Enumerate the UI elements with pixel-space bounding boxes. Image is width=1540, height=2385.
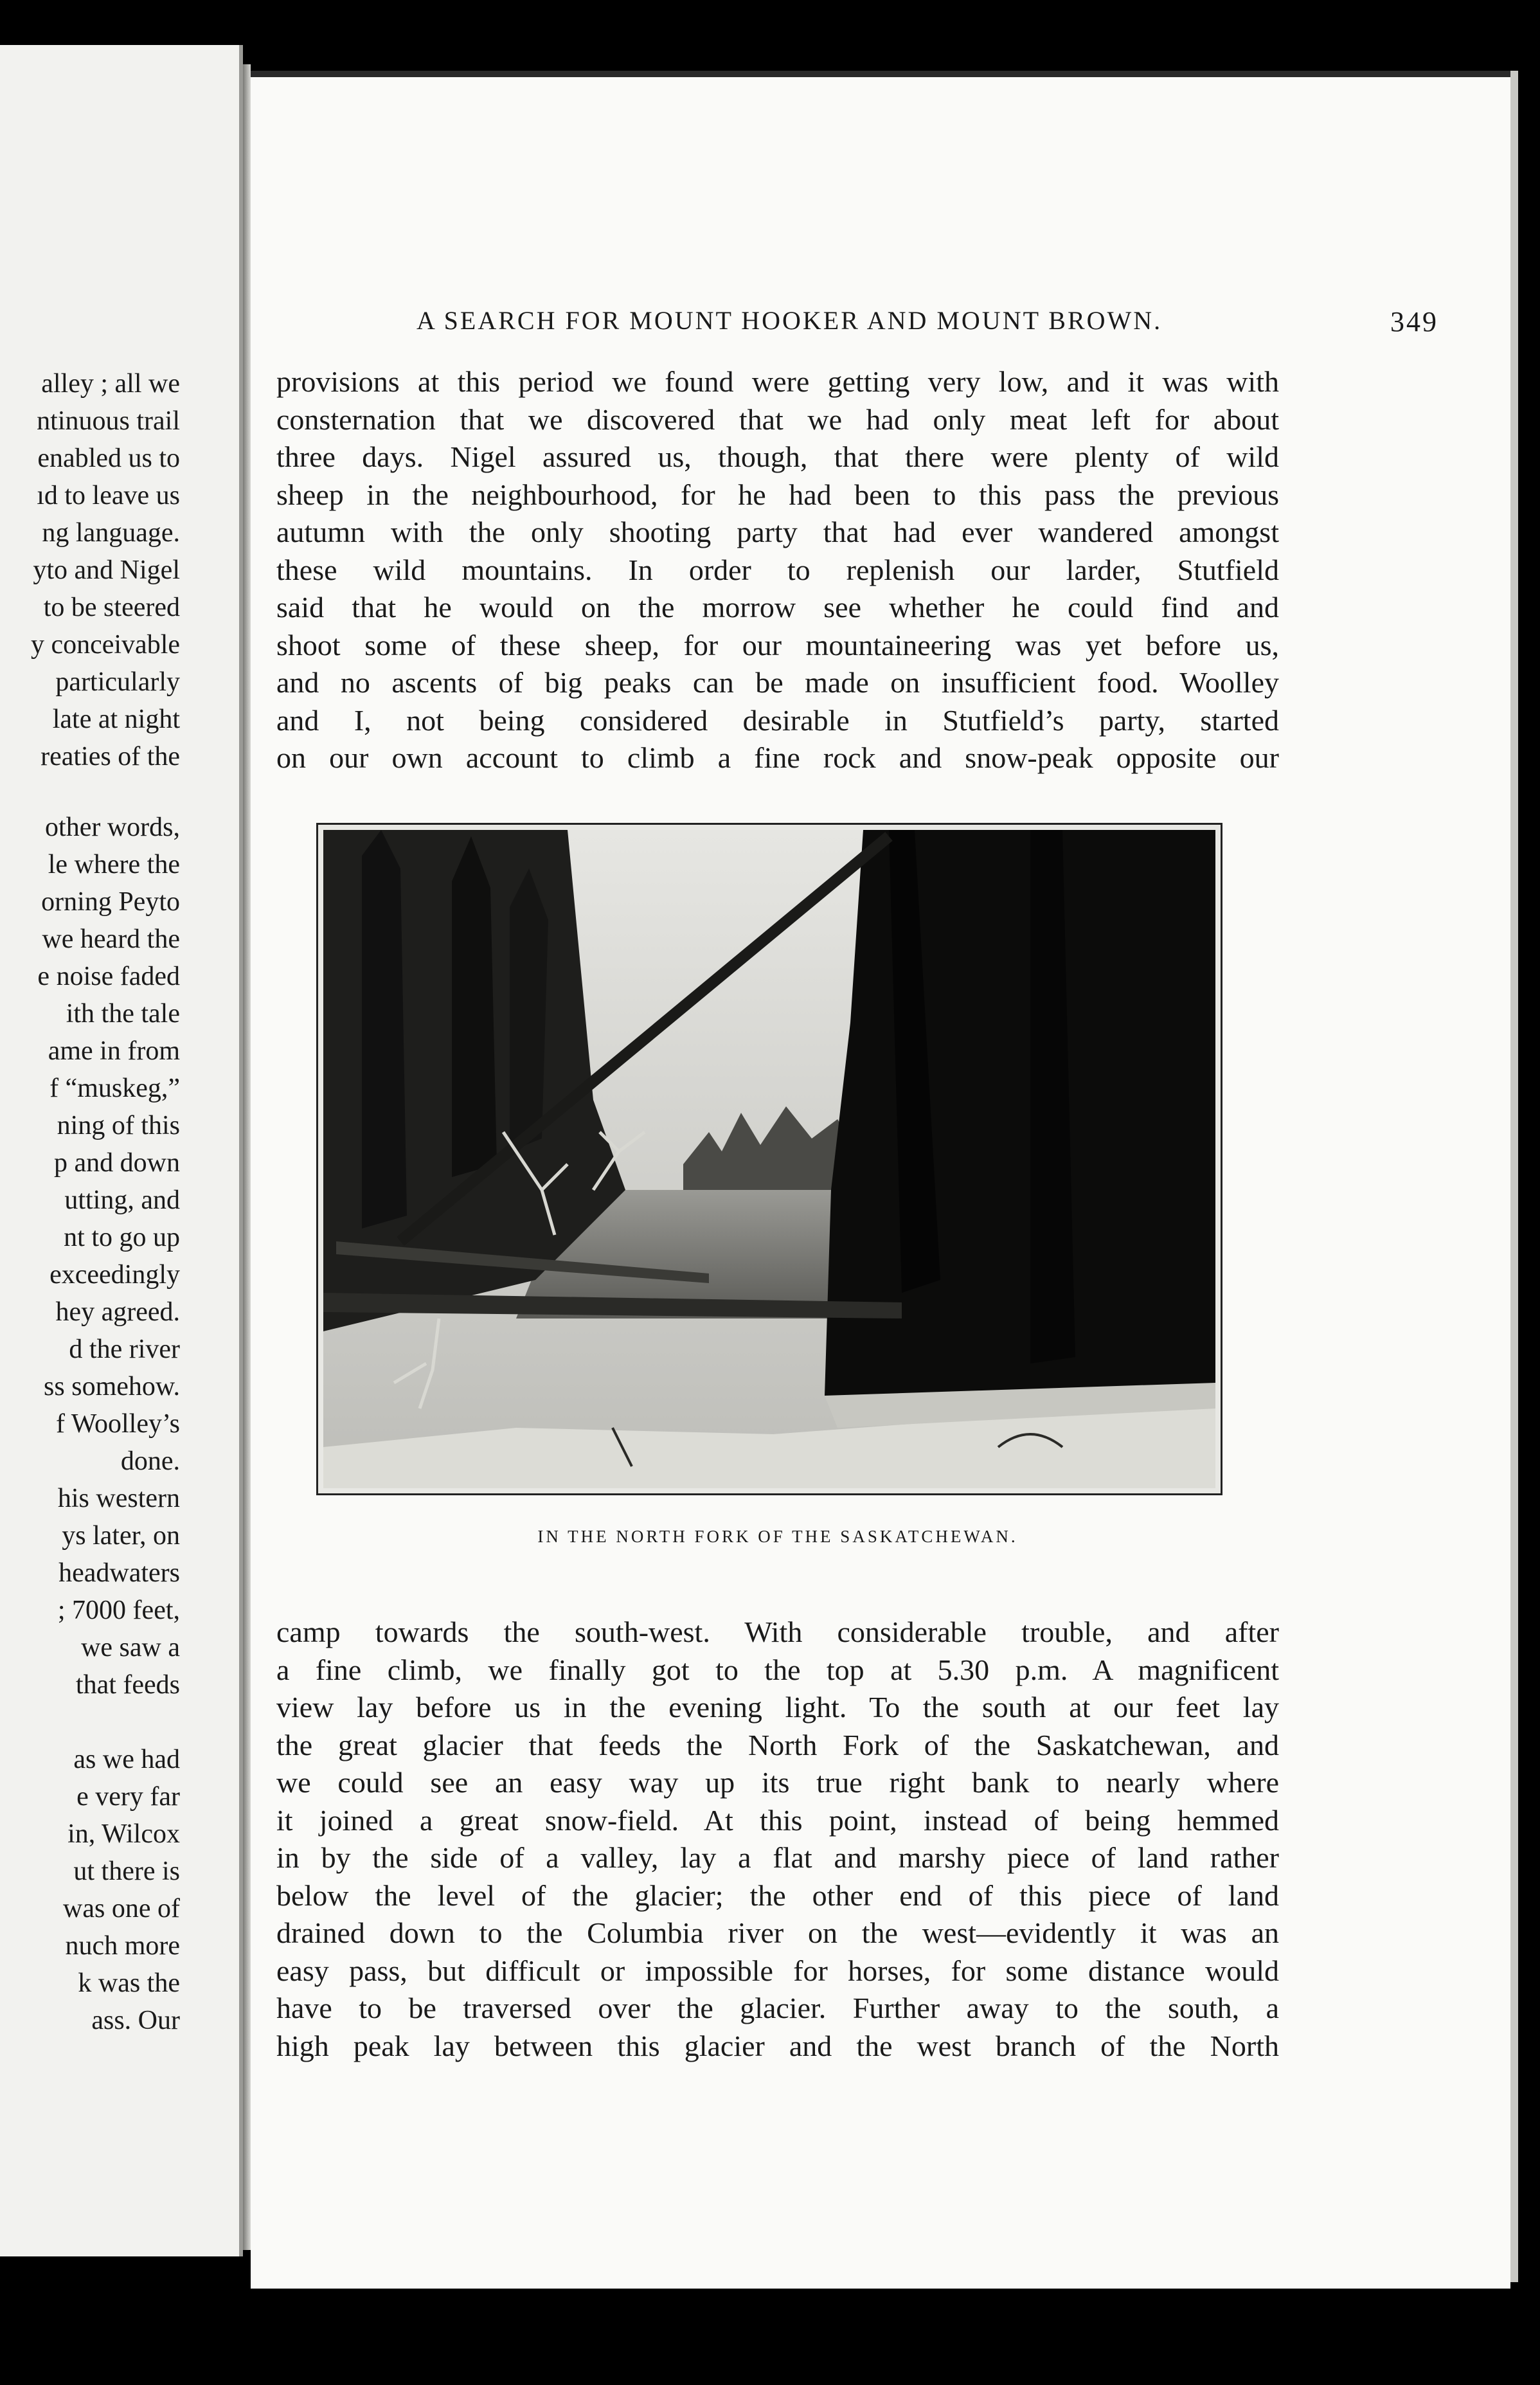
paragraph-bottom [276,1614,1279,2065]
left-line: particularly [55,667,180,697]
text-line: it joined a great snow-field. At this point, instead of being hemmed [276,1803,1279,1837]
text-line: in by the side of a valley, lay a flat and marshy piece of land rather [276,1841,1279,1874]
left-line: ame in from [48,1036,180,1066]
text-line: sheep in the neighbourhood, for he had been to this pass the previous [276,478,1279,511]
left-line: ntinuous trail [37,406,180,436]
forest-river-photo [323,830,1215,1488]
left-line: we saw a [81,1633,180,1662]
text-line: drained down to the Columbia river on the west—evidently it was an [276,1916,1279,1949]
text-line: shoot some of these sheep, for our mountaineering was yet before us, [276,628,1279,662]
text-line: and no ascents of big peaks can be made on insufficient food. Woolley [276,666,1279,699]
text-line: these wild mountains. In order to replenish our larder, Stutfield [276,553,1279,586]
text-line: the great glacier that feeds the North Fork of the Saskatchewan, and [276,1728,1279,1761]
left-line: that feeds [75,1670,180,1700]
left-line: ıd to leave us [37,481,180,510]
text-line: said that he would on the morrow see whether he could find and [276,591,1279,624]
running-title: A SEARCH FOR MOUNT HOOKER AND MOUNT BROWN. [416,306,1163,335]
text-line: on our own account to climb a fine rock and snow-peak opposite our [276,741,1279,774]
left-line: other words, [45,813,180,842]
text-line: a fine climb, we finally got to the top at 5.30 p.m. A magnificent [276,1653,1279,1686]
left-line: d the river [69,1335,180,1364]
left-line: ; 7000 feet, [57,1596,180,1625]
left-line: nuch more [65,1931,180,1961]
left-line: le where the [48,850,180,879]
text-line: camp towards the south-west. With considerable trouble, and after [276,1616,1279,1648]
left-line: exceedingly [49,1260,180,1290]
left-line: headwaters [58,1558,180,1588]
text-line: we could see an easy way up its true right bank to nearly where [276,1766,1279,1799]
left-line: ss somehow. [44,1372,180,1401]
left-line: was one of [63,1894,180,1923]
text-line: have to be traversed over the glacier. Further away to the south, a [276,1992,1279,2024]
left-line: p and down [54,1148,180,1178]
left-line: reaties of the [40,742,180,771]
left-line: as we had [73,1745,180,1774]
left-line: y conceivable [30,630,180,660]
text-line: high peak lay between this glacier and the west branch of the North [276,2029,1279,2062]
left-line: nt to go up [64,1223,180,1252]
text-line: three days. Nigel assured us, though, that there were plenty of wild [276,440,1279,473]
left-line: ith the tale [66,999,180,1029]
left-line: orning Peyto [41,887,180,917]
left-line: f Woolley’s [56,1409,180,1439]
left-line: hey agreed. [55,1297,180,1327]
photo-plate [316,823,1222,1495]
left-line: his western [57,1484,180,1513]
left-line: ass. Our [91,2006,180,2035]
left-page-fragment [0,45,243,2256]
left-line: late at night [52,705,180,734]
figure-caption: IN THE NORTH FORK OF THE SASKATCHEWAN. [537,1527,1018,1546]
left-line: f “muskeg,” [49,1074,180,1103]
left-line: to be steered [43,593,180,622]
page-edge [1510,71,1518,2282]
left-line: e noise faded [37,962,180,991]
left-line: alley ; all we [41,369,180,399]
left-line: done. [120,1446,180,1476]
left-line: utting, and [64,1185,180,1215]
text-line: and I, not being considered desirable in Stutfield’s party, started [276,703,1279,737]
left-line: ng language. [42,518,180,548]
left-line: in, Wilcox [67,1819,180,1849]
right-page [251,71,1510,2289]
left-line: k was the [78,1968,180,1998]
text-line: consternation that we discovered that we had only meat left for about [276,402,1279,436]
left-line: we heard the [42,924,180,954]
text-line: provisions at this period we found were getting very low, and it was with [276,365,1279,398]
text-line: below the level of the glacier; the other end of this piece of land [276,1878,1279,1912]
page-number: 349 [1390,306,1438,338]
left-line: yto and Nigel [33,555,180,585]
text-line: easy pass, but difficult or impossible for horses, for some distance would [276,1954,1279,1987]
text-line: autumn with the only shooting party that had ever wandered amongst [276,516,1279,548]
text-line: view lay before us in the evening light. To the south at our feet lay [276,1691,1279,1724]
left-line: e very far [76,1782,180,1812]
left-line: ys later, on [62,1521,180,1551]
left-line: enabled us to [37,444,180,473]
book-gutter [243,64,251,2250]
paragraph-top [276,363,1279,777]
left-line: ut there is [73,1857,180,1886]
left-line: ning of this [57,1111,180,1140]
